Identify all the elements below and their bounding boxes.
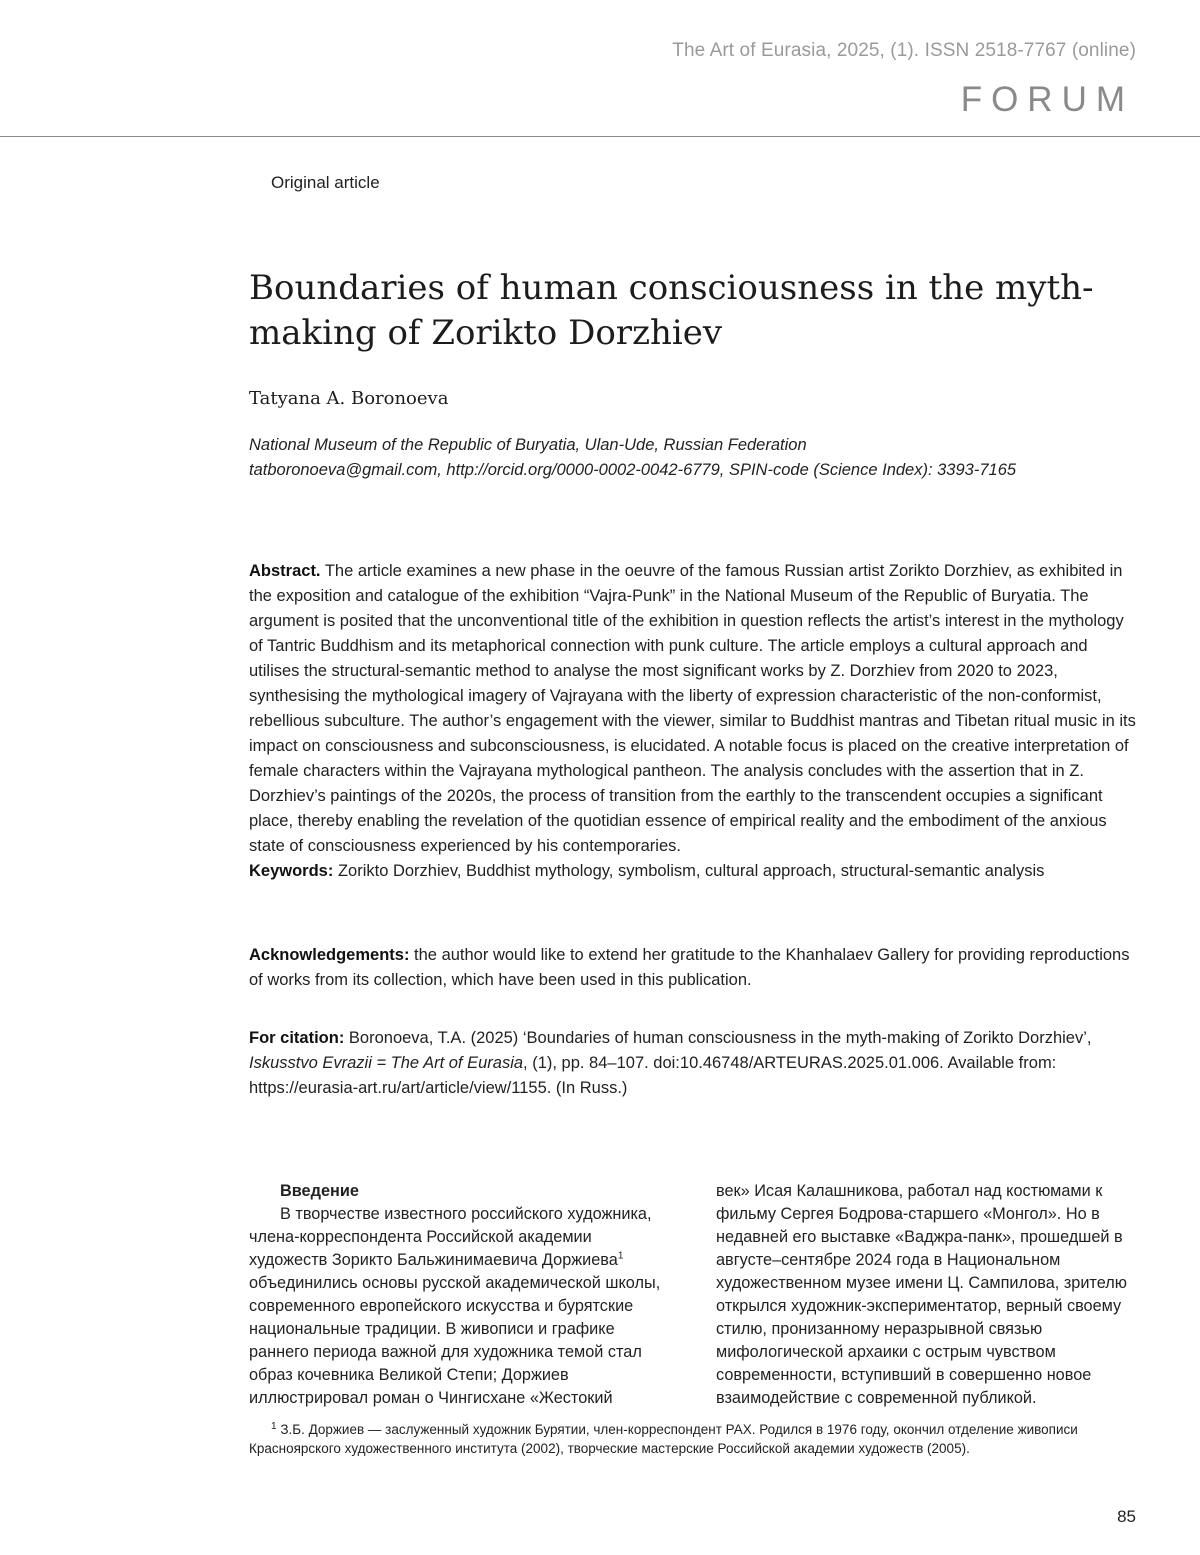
article-title: Boundaries of human consciousness in the myth-making of Zorikto Dorzhiev xyxy=(249,268,1094,353)
journal-line: The Art of Eurasia, 2025, (1). ISSN 2518-7767 (online) xyxy=(672,40,1136,61)
acknowledgements-label: Acknowledgements: xyxy=(249,946,410,964)
footnote-reference[interactable]: 1 xyxy=(617,1250,624,1262)
acknowledgements xyxy=(249,943,1141,993)
affiliation xyxy=(249,433,1149,483)
section-label: FORUM xyxy=(960,80,1134,119)
citation-label: For citation: xyxy=(249,1029,345,1047)
abstract-label: Abstract. xyxy=(249,562,321,580)
citation-text-before: Boronoeva, T.A. (2025) ‘Boundaries of human consciousness in the myth-making of Zorikto Dorzhiev’, xyxy=(348,1029,1092,1047)
footnote-mark: 1 xyxy=(271,1420,277,1432)
body-column-right xyxy=(716,1180,1140,1410)
section-heading-introduction: Введение xyxy=(280,1182,359,1200)
body-text-left: В творчестве известного российского художника, члена-корреспондента Российской академии художеств Зорикто Бальжинимаевича Доржиева xyxy=(249,1205,652,1269)
acknowledgements-text: the author would like to extend her gratitude to the Khanhalaev Gallery for providing reproductions of works from its collection, which have been used in this publication. xyxy=(249,946,1130,989)
abstract xyxy=(249,559,1141,859)
author-name: Tatyana A. Boronoeva xyxy=(249,388,449,409)
body-text-right: век» Исая Калашникова, работал над костюмами к фильму Сергея Бодрова-старшего «Монгол». Но в недавней его выставке «Ваджра-панк», прошедшей в августе–сентябре 2024 года в Национальном художественном музее имени Ц. Сампилова, зрителю открылся художник-экспериментатор, верный своему стилю, пронизанному неразрывной связью мифологической архаики с острым чувством современности, вступивший в совершенно новое взаимодействие с современной публикой. xyxy=(716,1182,1127,1407)
affiliation-contacts[interactable]: tatboronoeva@gmail.com, http://orcid.org/0000-0002-0042-6779, SPIN-code (Science Index): 3393-7165 xyxy=(249,461,1017,479)
citation-journal: Iskusstvo Evrazii = The Art of Eurasia xyxy=(249,1054,524,1072)
keywords xyxy=(249,859,1141,884)
page-number: 85 xyxy=(1117,1507,1136,1526)
footnote-text: З.Б. Доржиев — заслуженный художник Бурятии, член-корреспондент РАХ. Родился в 1976 году, окончил отделение живописи Красноярского художественного института (2002), творческие мастерские Российской академии художеств (2005). xyxy=(249,1422,1078,1456)
citation xyxy=(249,1026,1141,1101)
keywords-text: Zorikto Dorzhiev, Buddhist mythology, symbolism, cultural approach, structural-semantic analysis xyxy=(337,862,1045,880)
body-text-left-continued: объединились основы русской академической школы, современного европейского искусства и бурятские национальные традиции. В живописи и графике раннего периода важной для художника темой стал образ кочевника Великой Степи; Доржиев иллюстрировал роман о Чингисхане «Жестокий xyxy=(249,1274,661,1407)
body-column-left xyxy=(249,1180,673,1410)
abstract-block xyxy=(249,559,1141,884)
header-rule xyxy=(0,136,1200,137)
footnote xyxy=(249,1421,1141,1458)
article-type: Original article xyxy=(271,173,380,192)
citation-text-after[interactable]: , (1), pp. 84–107. doi:10.46748/ARTEURAS.2025.01.006. Available from: https://eurasia-art.ru/art/article/view/1155. (In Russ.) xyxy=(249,1054,1057,1097)
abstract-text: The article examines a new phase in the oeuvre of the famous Russian artist Zorikto Dorzhiev, as exhibited in the exposition and catalogue of the exhibition “Vajra-Punk” in the National Museum of the Republic of Buryatia. The argument is posited that the unconventional title of the exhibition in question reflects the artist’s interest in the mythology of Tantric Buddhism and its metaphorical connection with punk culture. The article employs a cultural approach and utilises the structural-semantic method to analyse the most significant works by Z. Dorzhiev from 2020 to 2023, synthesising the mythological imagery of Vajrayana with the liberty of expression characteristic of the non-conformist, rebellious subculture. The author’s engagement with the viewer, similar to Buddhist mantras and Tibetan ritual music in its impact on consciousness and subconsciousness, is elucidated. A notable focus is placed on the creative interpretation of female characters within the Vajrayana mythological pantheon. The analysis concludes with the assertion that in Z. Dorzhiev’s paintings of the 2020s, the process of transition from the earthly to the transcendent occupies a significant place, thereby enabling the revelation of the quotidian essence of empirical reality and the embodiment of the anxious state of consciousness experienced by his contemporaries. xyxy=(249,562,1136,855)
keywords-label: Keywords: xyxy=(249,862,334,880)
affiliation-institution: National Museum of the Republic of Buryatia, Ulan-Ude, Russian Federation xyxy=(249,436,807,454)
